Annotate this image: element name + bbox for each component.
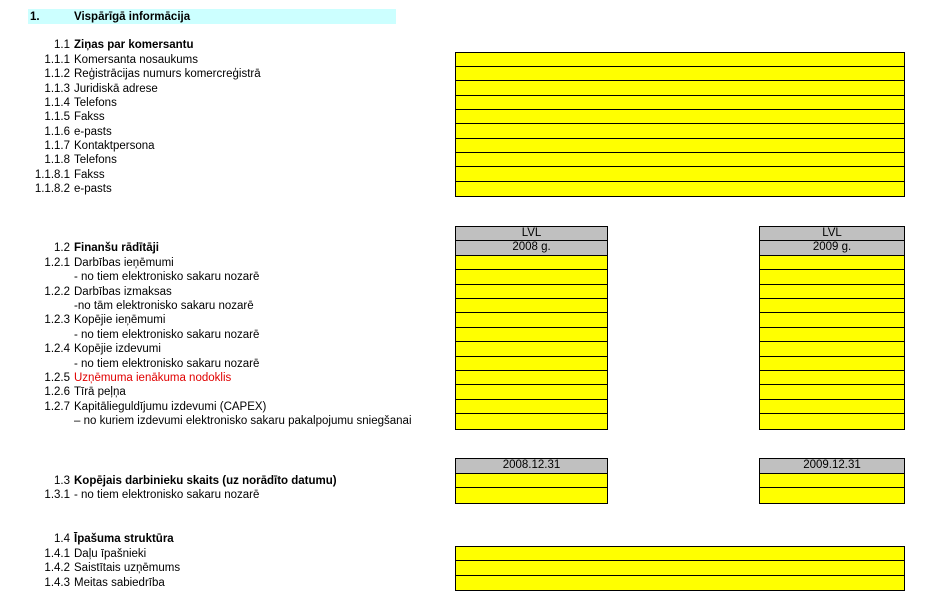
s12-row-label: Kopējie izdevumi [74,343,161,355]
s11-row-num: 1.1.8.1 [34,169,70,181]
s12-row-label: Darbības izmaksas [74,286,172,298]
s11-row-num: 1.1.8.2 [34,183,70,195]
s14-number: 1.4 [54,533,70,545]
s11-number: 1.1 [54,39,70,51]
s12-row-num: 1.2.2 [44,286,70,298]
s12-row-num: 1.2.6 [44,386,70,398]
s12-input-2009[interactable] [759,413,905,430]
s11-row-num: 1.1.8 [44,154,70,166]
section-1-number: 1. [30,11,40,23]
s12-row-label: Kopējie ieņēmumi [74,314,166,326]
s12-input-2009[interactable] [759,341,905,357]
section-1-title: Vispārīgā informācija [74,11,191,23]
s12-input-2008[interactable] [455,312,608,328]
s11-row-num: 1.1.3 [44,83,70,95]
s14-input-cell[interactable] [455,575,905,591]
s14-row-label: Daļu īpašnieki [74,548,147,560]
s11-input-cell[interactable] [455,181,905,197]
s12-row-num: 1.2.3 [44,314,70,326]
s12-row-label: Darbības ieņēmumi [74,257,174,269]
s14-title: Īpašuma struktūra [74,533,174,545]
s13-row-label: - no tiem elektronisko sakaru nozarē [74,489,260,501]
s11-row-label: Fakss [74,111,105,123]
s13-input-2009[interactable] [759,487,905,504]
s12-row-label: -no tām elektronisko sakaru nozarē [74,300,254,312]
s11-input-cell[interactable] [455,166,905,182]
s12-input-2008[interactable] [455,269,608,285]
s11-row-label: e-pasts [74,183,112,195]
s11-row-num: 1.1.1 [44,54,70,66]
s12-input-2008[interactable] [455,341,608,357]
s11-row-num: 1.1.5 [44,111,70,123]
s12-row-num: 1.2.7 [44,401,70,413]
s11-row-num: 1.1.6 [44,126,70,138]
s11-row-label: Juridiskā adrese [74,83,158,95]
s12-input-2008[interactable] [455,413,608,430]
s11-row-num: 1.1.7 [44,140,70,152]
date-header-left: 2008.12.31 [455,458,608,474]
s14-row-label: Saistītais uzņēmums [74,562,181,574]
s14-input-cell[interactable] [455,560,905,576]
s12-row-label: - no tiem elektronisko sakaru nozarē [74,358,260,370]
s11-row-label: e-pasts [74,126,112,138]
s12-row-label: Tīrā peļņa [74,386,126,398]
s13-row-num: 1.3.1 [44,489,70,501]
s12-row-label: - no tiem elektronisko sakaru nozarē [74,329,260,341]
s11-row-label: Kontaktpersona [74,140,155,152]
s11-row-label: Telefons [74,154,117,166]
currency-header-right: LVL [759,226,905,241]
s11-row-label: Reģistrācijas numurs komercreģistrā [74,68,261,80]
s11-row-num: 1.1.2 [44,68,70,80]
s12-row-label: – no kuriem izdevumi elektronisko sakaru pakalpojumu sniegšanai [74,415,412,427]
s11-row-label: Fakss [74,169,105,181]
s13-input-2008[interactable] [455,487,608,504]
s12-row-num: 1.2.4 [44,343,70,355]
s12-row-label: Kapitālieguldījumu izdevumi (CAPEX) [74,401,267,413]
s12-input-2008[interactable] [455,384,608,400]
s12-input-2009[interactable] [759,384,905,400]
s11-row-label: Komersanta nosaukums [74,54,199,66]
s11-input-cell[interactable] [455,123,905,139]
s12-input-2009[interactable] [759,312,905,328]
s11-row-num: 1.1.4 [44,97,70,109]
currency-header-left: LVL [455,226,608,241]
s12-row-label: - no tiem elektronisko sakaru nozarē [74,271,260,283]
s11-row-label: Telefons [74,97,117,109]
year-header-left: 2008 g. [455,240,608,256]
s13-title: Kopējais darbinieku skaits (uz norādīto datumu) [74,475,337,487]
s12-row-label-tax: Uzņēmuma ienākuma nodoklis [74,372,232,384]
s14-row-num: 1.4.2 [44,562,70,574]
year-header-right: 2009 g. [759,240,905,256]
s12-row-num: 1.2.1 [44,257,70,269]
s14-row-label: Meitas sabiedrība [74,577,165,589]
s13-number: 1.3 [54,475,70,487]
s14-row-num: 1.4.3 [44,577,70,589]
s12-number: 1.2 [54,242,70,254]
date-header-right: 2009.12.31 [759,458,905,474]
s11-input-cell[interactable] [455,80,905,96]
s12-row-num: 1.2.5 [44,372,70,384]
s14-row-num: 1.4.1 [44,548,70,560]
s12-title: Finanšu rādītāji [74,242,159,254]
s11-title: Ziņas par komersantu [74,39,194,51]
s12-input-2009[interactable] [759,269,905,285]
